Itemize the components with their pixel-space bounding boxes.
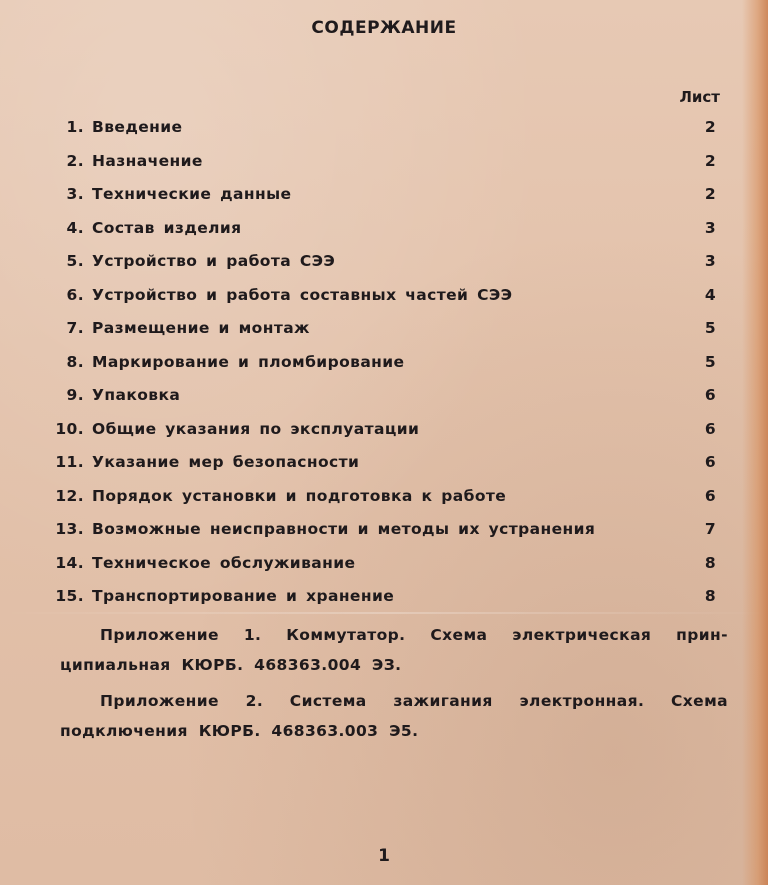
toc-title: Устройство и работа СЭЭ: [92, 252, 336, 270]
toc-number: 10.: [55, 419, 84, 438]
toc-number: 3.: [66, 185, 84, 203]
toc-page: 8: [704, 553, 716, 572]
toc-title: Состав изделия: [92, 218, 242, 237]
toc-row: [0, 587, 768, 621]
toc-number: 1.: [66, 118, 84, 136]
toc-page: 5: [704, 352, 716, 371]
toc-number: 9.: [66, 386, 84, 404]
appendix-line: ципиальная КЮРБ. 468363.004 ЭЗ.: [60, 656, 402, 674]
toc-row: [0, 319, 768, 353]
toc-page: 2: [704, 151, 716, 170]
toc-number: 5.: [66, 252, 84, 270]
toc-page: 6: [704, 386, 716, 404]
toc-row: [0, 185, 768, 219]
toc-row: [0, 118, 768, 152]
toc-row: [0, 487, 768, 521]
document-title: СОДЕРЖАНИЕ: [311, 18, 457, 38]
toc-page: 4: [704, 285, 716, 304]
toc-row: [0, 286, 768, 320]
toc-title: Маркирование и пломбирование: [92, 352, 405, 371]
toc-page: 6: [704, 453, 716, 471]
toc-number: 12.: [55, 486, 84, 505]
toc-number: 8.: [66, 352, 84, 371]
toc-page: 8: [704, 587, 716, 605]
toc-row: [0, 219, 768, 253]
toc-row: [0, 353, 768, 387]
toc-page: 3: [704, 252, 716, 270]
toc-page: 2: [704, 118, 716, 136]
toc-title: Назначение: [92, 151, 203, 170]
sheet-column-header: Лист: [679, 88, 720, 106]
toc-title: Возможные неисправности и методы их устранения: [92, 520, 596, 538]
toc-page: 2: [704, 185, 716, 203]
toc-row: [0, 554, 768, 588]
toc-number: 11.: [55, 453, 84, 471]
appendix-line: Приложение 1. Коммутатор. Схема электрическая прин-: [100, 626, 728, 644]
toc-title: Транспортирование и хранение: [92, 587, 395, 605]
appendix-1: [60, 620, 728, 680]
toc-page: 6: [704, 419, 716, 438]
toc-title: Упаковка: [92, 386, 181, 404]
page-number: 1: [378, 846, 390, 866]
toc-page: 6: [704, 486, 716, 505]
toc-title: Технические данные: [92, 185, 292, 203]
toc-row: [0, 520, 768, 554]
toc-title: Общие указания по эксплуатации: [92, 419, 420, 438]
toc-page: 7: [704, 520, 716, 538]
appendix-line: подключения КЮРБ. 468363.003 Э5.: [60, 722, 419, 740]
toc-number: 14.: [55, 553, 84, 572]
appendix-line: Приложение 2. Система зажигания электронная. Схема: [100, 692, 728, 710]
toc-title: Устройство и работа составных частей СЭЭ: [92, 285, 513, 304]
toc-title: Введение: [92, 118, 183, 136]
toc-row: [0, 386, 768, 420]
toc-number: 15.: [55, 587, 84, 605]
toc-title: Указание мер безопасности: [92, 453, 360, 471]
table-of-contents: [0, 118, 768, 621]
toc-number: 4.: [66, 218, 84, 237]
toc-number: 2.: [66, 151, 84, 170]
toc-number: 13.: [55, 520, 84, 538]
toc-row: [0, 152, 768, 186]
toc-title: Порядок установки и подготовка к работе: [92, 486, 507, 505]
toc-row: [0, 252, 768, 286]
toc-title: Размещение и монтаж: [92, 319, 310, 337]
toc-row: [0, 453, 768, 487]
toc-row: [0, 420, 768, 454]
toc-number: 7.: [66, 319, 84, 337]
toc-page: 3: [704, 218, 716, 237]
toc-title: Техническое обслуживание: [92, 553, 356, 572]
toc-page: 5: [704, 319, 716, 337]
toc-number: 6.: [66, 285, 84, 304]
appendix-2: [60, 686, 728, 746]
